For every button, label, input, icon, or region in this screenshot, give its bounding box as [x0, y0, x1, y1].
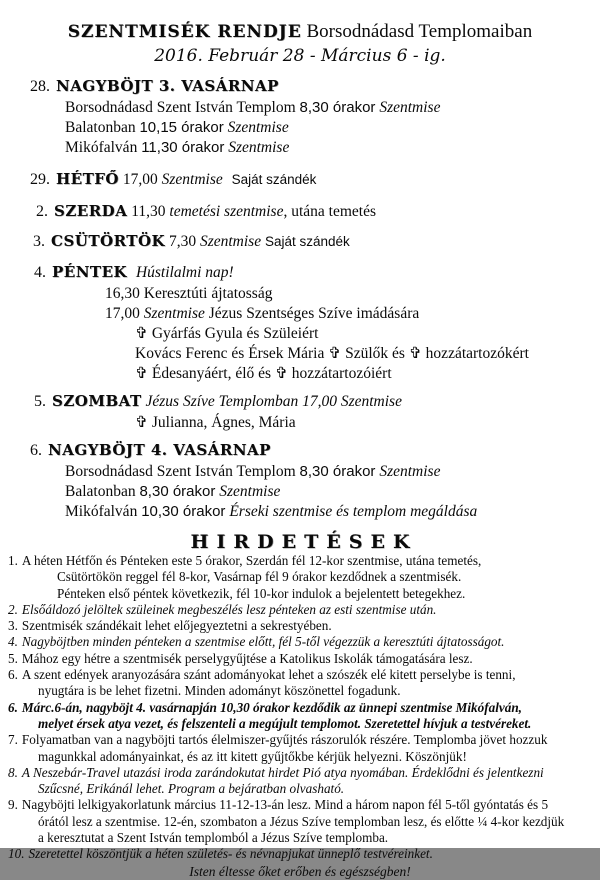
item-number: 2. — [8, 601, 18, 617]
announcement-item-8: 8. A Neszebár-Travel utazási iroda zarándokutat hirdet Pió atya nyomában. Érdeklődni és jelentkezni Szűcsné, Erikánál lehet. Program a bejáratban olvasható. — [8, 764, 544, 797]
mass-intention: ✞ Édesanyáért, élő és ✞ hozzátartozóiért — [135, 365, 392, 382]
day-number: 6. — [30, 442, 42, 459]
mass-type: Szentmise — [143, 305, 205, 322]
day-name: NAGYBÖJT 4. VASÁRNAP — [48, 441, 271, 459]
mass-row — [65, 482, 600, 502]
day-number: 3. — [33, 233, 45, 250]
day-heading-sunday3 — [30, 76, 600, 97]
item-number: 8. — [8, 764, 18, 780]
day-heading-wednesday — [36, 201, 600, 222]
mass-place: Mikófalván — [65, 503, 138, 520]
item-number: 6. — [8, 667, 18, 683]
announcement-item-6b: 6. Márc.6-án, nagyböjt 4. vasárnapján 10,30 órakor kezdődik az ünnepi szentmise Mikófalván, melyet érsek atya vezet, és felszenteli a megújult templomot. Szeretettel hívjuk a testvéreket. — [8, 699, 532, 731]
mass-intention: ✞ Gyárfás Gyula és Szüleiért — [135, 325, 319, 342]
mass-time: 7,30 — [168, 233, 197, 250]
mass-intention: Saját szándék — [231, 172, 317, 187]
announcement-item-2: 2. Elsőáldozó jelöltek szüleinek megbeszélés lesz pénteken az esti szentmise után. — [8, 601, 437, 617]
day-number: 28. — [30, 78, 50, 95]
title-decorated-part: SZENTMISÉK RENDJE — [67, 22, 302, 42]
mass-time: 11,30 órakor — [141, 139, 225, 156]
day-number: 4. — [34, 264, 46, 281]
mass-time: 8,30 órakor — [299, 463, 376, 480]
mass-row — [105, 304, 600, 324]
day-name: NAGYBÖJT 3. VASÁRNAP — [56, 77, 279, 95]
mass-type: temetési szentmise — [169, 203, 284, 220]
mass-place: Borsodnádasd Szent István Templom — [65, 463, 296, 480]
mass-details: Jézus Szíve Templomban 17,00 Szentmise — [145, 393, 402, 410]
mass-row — [65, 462, 600, 482]
announcement-item-1: 1. A héten Hétfőn és Pénteken este 5 órakor, Szerdán fél 12-kor szentmise, utána temetés, Csütörtökön reggel fél 8-kor, Vasárnap fél 9 órakor kezdődnek a szentmisék. Pénteken első péntek következik, fél 10-kor indulok a bejelentett betegekhez. — [8, 553, 482, 601]
mass-row — [65, 502, 600, 522]
item-number: 1. — [8, 553, 18, 568]
mass-intention: ✞ Julianna, Ágnes, Mária — [135, 414, 296, 431]
day-name: HÉTFŐ — [56, 170, 119, 188]
announcement-item-7: 7. Folyamatban van a nagyböjti tartós élelmiszer-gyűjtés rászorulók részére. Templomba jövet hozzuk magunkkal adományainkat, és az itt kitett gyűjtőkbe kérjük helyezni. Köszönjük! — [8, 732, 548, 764]
mass-time: 8,30 órakor — [299, 99, 376, 116]
mass-time: 8,30 órakor — [139, 483, 216, 500]
day-heading-sunday4 — [30, 440, 600, 461]
announcements-heading: HIRDETÉSEK — [190, 531, 418, 553]
announcement-item-5: 5. Mához egy hétre a szentmisék perselygyűjtése a Katolikus Iskolák támogatására lesz. — [8, 650, 473, 666]
document-title — [0, 20, 600, 44]
mass-intention: Kovács Ferenc és Érsek Mária ✞ Szülők és ✞ hozzátartozókért — [135, 345, 529, 362]
item-number: 3. — [8, 618, 18, 634]
day-heading-saturday — [34, 391, 600, 412]
mass-time: 11,30 — [131, 203, 166, 220]
mass-time: 17,00 — [105, 305, 140, 322]
day-name: CSÜTÖRTÖK — [51, 232, 166, 250]
day-heading-thursday — [33, 231, 600, 252]
day-note: Hústilalmi nap! — [135, 264, 234, 281]
mass-time: 17,00 — [122, 171, 158, 188]
mass-type: Szentmise — [379, 99, 441, 116]
mass-schedule — [0, 76, 600, 522]
mass-row — [105, 284, 600, 304]
mass-time: 16,30 — [105, 285, 140, 302]
day-heading-friday — [34, 262, 600, 283]
mass-place: Balatonban — [65, 119, 136, 136]
mass-place: Mikófalván — [65, 139, 138, 156]
mass-note: , utána temetés — [283, 203, 376, 220]
announcement-item-3: 3. Szentmisék szándékait lehet előjegyeztetni a sekrestyében. — [8, 618, 332, 634]
item-number: 6. — [8, 699, 18, 715]
announcement-item-6: 6. A szent edények aranyozására szánt adományokat lehet a szószék elé kitett perselybe is tenni, nyugtára is be lehet fizetni. Minden adományt köszönettel fogadunk. — [8, 667, 516, 699]
mass-row — [65, 138, 600, 158]
announcement-item-10: 10. Szeretettel köszöntjük a héten születés- és névnapjukat ünneplő testvéreinket. — [8, 846, 433, 862]
day-number: 29. — [30, 171, 50, 188]
item-number: 10. — [8, 846, 25, 862]
mass-time: 10,30 órakor — [141, 503, 226, 520]
item-number: 4. — [8, 634, 18, 650]
mass-time: 10,15 órakor — [139, 119, 224, 136]
day-name: PÉNTEK — [52, 263, 128, 281]
day-number: 2. — [36, 203, 48, 220]
closing-blessing: Isten éltesse őket erőben és egészségben! — [189, 863, 411, 879]
item-number: 5. — [8, 650, 18, 666]
mass-type: Szentmise — [227, 119, 289, 136]
mass-note: Jézus Szentséges Szíve imádására — [208, 305, 420, 322]
mass-type: Szentmise — [219, 483, 281, 500]
mass-type: Érseki szentmise és templom megáldása — [229, 503, 478, 520]
title-plain-part: Borsodnádasd Templomaiban — [306, 21, 533, 42]
mass-type: Keresztúti ájtatosság — [143, 285, 273, 302]
announcement-item-4: 4. Nagyböjtben minden pénteken a szentmise előtt, fél 5-től végezzük a keresztúti ájtatosságot. — [8, 634, 505, 650]
day-number: 5. — [34, 393, 46, 410]
day-name: SZERDA — [54, 202, 128, 220]
announcements-list — [0, 553, 600, 880]
mass-type: Szentmise — [199, 233, 262, 250]
day-name: SZOMBAT — [52, 392, 142, 410]
mass-row — [65, 98, 600, 118]
mass-type: Szentmise — [228, 139, 290, 156]
mass-place: Borsodnádasd Szent István Templom — [65, 99, 296, 116]
item-number: 9. — [8, 797, 18, 813]
mass-row — [65, 118, 600, 138]
mass-type: Szentmise — [161, 171, 223, 188]
mass-place: Balatonban — [65, 483, 136, 500]
day-heading-monday — [30, 169, 600, 190]
mass-type: Szentmise — [379, 463, 441, 480]
item-number: 7. — [8, 732, 18, 748]
date-range: 2016. Február 28 - Március 6 - ig. — [154, 46, 446, 66]
mass-intention: Saját szándék — [264, 234, 350, 249]
announcement-item-9: 9. Nagyböjti lelkigyakorlatunk március 11-12-13-án lesz. Mind a három napon fél 5-től gyóntatás és 5 órától lesz a szentmise. 12-én, szombaton a Jézus Szíve templomban lesz, és előtte ¼ 4-kor kezdjük a keresztutat a Szent István templomból a Jézus Szíve templomba. — [8, 797, 565, 846]
